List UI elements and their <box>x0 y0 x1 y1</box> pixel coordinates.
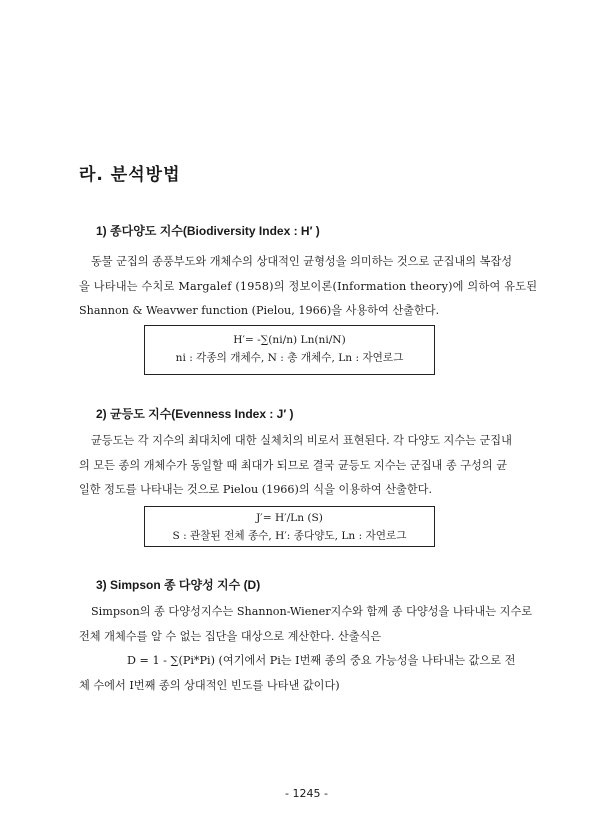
paragraph-line: 을 나타내는 수치로 Margalef (1958)의 정보이론(Information theory)에 의하여 유도된 <box>79 279 538 293</box>
section-3-paragraph <box>79 600 537 698</box>
paragraph-line: 동물 군집의 종풍부도와 개체수의 상대적인 균형성을 의미하는 것으로 군집내의 복잡성 <box>91 255 513 268</box>
paragraph-line: 일한 정도를 나타내는 것으로 Pielou (1966)의 식을 이용하여 산출한다. <box>79 483 433 496</box>
paragraph-line: 전체 개체수를 알 수 없는 집단을 대상으로 계산한다. 산출식은 <box>79 629 382 643</box>
section-title: 라. 분석방법 <box>79 165 181 185</box>
formula-legend: ni : 각종의 개체수, N : 총 개체수, Ln : 자연로그 <box>175 352 404 364</box>
section-2-paragraph <box>79 429 537 503</box>
section-1-heading: 1) 종다양도 지수(Biodiversity Index : H′ ) <box>96 224 320 238</box>
section-2-heading: 2) 균등도 지수(Evenness Index : J′ ) <box>96 407 294 421</box>
paragraph-line: Shannon & Weavwer function (Pielou, 1966)을 사용하여 산출한다. <box>79 304 440 317</box>
formula: H′= -∑(ni/n) Ln(ni/N) <box>233 334 346 346</box>
section-1-paragraph <box>79 250 537 324</box>
paragraph-line: 균등도는 각 지수의 최대치에 대한 실체치의 비로서 표현된다. 각 다양도 지수는 군집내 <box>91 434 512 447</box>
page-number: - 1245 - <box>285 787 328 800</box>
formula-legend: S : 관찰된 전체 종수, H′: 종다양도, Ln : 자연로그 <box>172 530 407 542</box>
section-3-heading: 3) Simpson 종 다양성 지수 (D) <box>96 578 261 592</box>
paragraph-line: 의 모든 종의 개체수가 동일할 때 최대가 되므로 결국 균등도 지수는 군집내 종 구성의 균 <box>79 458 508 472</box>
paragraph-line: 체 수에서 I번째 종의 상대적인 빈도를 나타낸 값이다) <box>79 678 340 692</box>
formula: J′= H′/Ln (S) <box>256 512 323 524</box>
formula-box-shannon <box>144 325 435 375</box>
paragraph-line: Simpson의 종 다양성지수는 Shannon-Wiener지수와 함께 종 다양성을 나타내는 지수로 <box>91 605 533 618</box>
paragraph-line: D = 1 - ∑(Pi*Pi) (여기에서 Pi는 I번째 종의 중요 가능성을 나타내는 값으로 전 <box>127 654 516 667</box>
formula-box-evenness <box>144 506 435 547</box>
